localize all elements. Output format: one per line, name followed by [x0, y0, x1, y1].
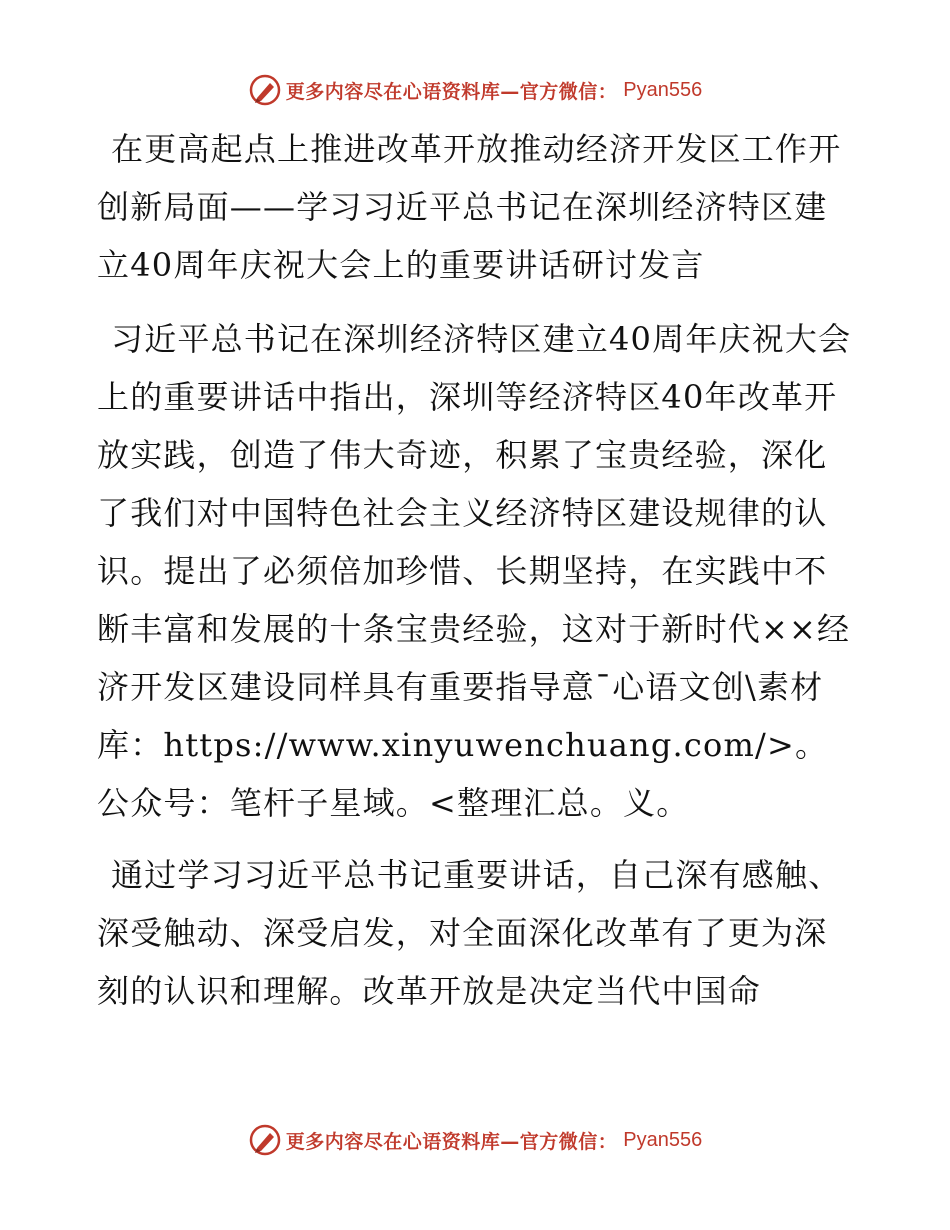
- banner-text: 更多内容尽在心语资料库—官方微信：: [285, 80, 618, 103]
- pen-logo-icon: [248, 1123, 282, 1157]
- header-banner: [0, 70, 950, 110]
- banner-wechat-id: Pyan556: [623, 78, 703, 101]
- paragraph: 通过学习习近平总书记重要讲话，自己深有感触、深受触动、深受启发，对全面深化改革有了更为深刻的认识和理解。改革开放是决定当代中国命: [97, 856, 842, 1010]
- banner-text: 更多内容尽在心语资料库—官方微信：: [285, 1130, 618, 1153]
- document-title: 在更高起点上推进改革开放推动经济开发区工作开创新局面——学习习近平总书记在深圳经济特区建立40周年庆祝大会上的重要讲话研讨发言: [97, 130, 842, 284]
- pen-logo-icon: [248, 73, 282, 107]
- paragraph: 习近平总书记在深圳经济特区建立40周年庆祝大会上的重要讲话中指出，深圳等经济特区40年改革开放实践，创造了伟大奇迹，积累了宝贵经验，深化了我们对中国特色社会主义经济特区建设规律的认识。提出了必须倍加珍惜、长期坚持，在实践中不断丰富和发展的十条宝贵经验，这对于新时代××经济开发区建设同样具有重要指导意¯心语文创\素材库：https://www.xinyuwenchuang.com/>。公众号：笔杆子星域。<整理汇总。义。: [97, 320, 852, 822]
- footer-banner: [0, 1120, 950, 1160]
- banner-wechat-id: Pyan556: [623, 1128, 703, 1151]
- document-body: [97, 120, 857, 1034]
